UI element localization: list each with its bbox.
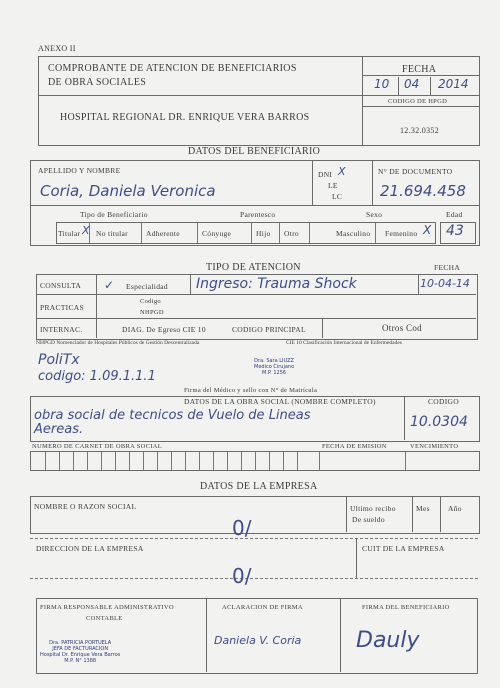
especialidad-divider: [190, 274, 191, 294]
direccion-label: DIRECCION DE LA EMPRESA: [36, 544, 144, 553]
aclaracion-value: Daniela V. Coria: [214, 634, 302, 647]
obra-social-value-1: obra social de tecnicos de Vuelo de Lineas: [34, 408, 311, 423]
masculino-label: Masculino: [336, 229, 371, 238]
header-divider: [362, 56, 363, 145]
practicas-label: PRACTICAS: [40, 303, 84, 312]
firma-beneficiario-label: FIRMA DEL BENEFICIARIO: [362, 604, 450, 611]
consulta-label: CONSULTA: [40, 281, 82, 290]
hijo-label: Hijo: [256, 229, 271, 238]
void-mark-1: 0/: [232, 516, 252, 540]
no-titular-label: No titular: [96, 229, 128, 238]
diag-label: DIAG. De Egreso CIE 10: [122, 325, 206, 334]
titular-mark: X: [82, 224, 90, 237]
otros-cod-label: Otros Cod: [382, 323, 422, 333]
title-line1: COMPROBANTE DE ATENCION DE BENEFICIARIOS: [48, 63, 297, 74]
void-mark-2: 0/: [232, 564, 252, 588]
header-rule: [38, 95, 479, 96]
codigo-label: CODIGO DE HPGD: [388, 98, 448, 105]
admin-stamp: Dra. PATRICIA PORTUELA JEFA DE FACTURACION Hospital Dr. Enrique Vera Barros M.P. N° 1388: [40, 640, 121, 664]
doc-divider-1: [312, 160, 313, 205]
codigo-small-label: Codigo: [140, 298, 161, 305]
empresa-title: DATOS DE LA EMPRESA: [200, 481, 318, 492]
codigo-value: 12.32.0352: [400, 126, 439, 135]
anio-label: Año: [448, 504, 462, 513]
atencion-fecha-value: 10-04-14: [420, 277, 470, 290]
ndoc-label: N° DE DOCUMENTO: [378, 167, 453, 176]
note-politx: PoliTx: [38, 352, 80, 368]
titular-label: Titular: [58, 229, 81, 238]
edad-value: 43: [446, 223, 464, 239]
firma-value: Dauly: [356, 628, 420, 653]
obra-social-label: DATOS DE LA OBRA SOCIAL (NOMBRE COMPLETO): [184, 397, 376, 406]
fecha-month: 04: [404, 77, 420, 91]
doc-type-dni: DNI: [318, 170, 333, 179]
medico-stamp: Dra. Sara LIUZZ Medico Cirujano M.P. 1256: [254, 358, 295, 376]
fecha-sep-2: [430, 77, 431, 95]
nhpgd-label: NHPGD: [140, 309, 164, 316]
obra-social-value-2: Aereas.: [34, 422, 84, 437]
empresa-dash-2: [30, 578, 478, 579]
firma-responsable-label-2: CONTABLE: [86, 615, 123, 622]
consulta-mark: ✓: [104, 278, 115, 292]
especialidad-value: Ingreso: Trauma Shock: [196, 276, 357, 292]
mes-label: Mes: [416, 504, 430, 513]
adherente-label: Adherente: [146, 229, 180, 238]
firmas-divider-2: [340, 598, 341, 672]
empresa-divider-3: [440, 496, 441, 532]
beneficiario-title: DATOS DEL BENEFICIARIO: [188, 146, 321, 157]
razon-social-label: NOMBRE O RAZON SOCIAL: [34, 502, 137, 511]
doc-divider-2: [372, 160, 373, 205]
empresa-divider-1: [346, 496, 347, 532]
doc-type-lc: LC: [332, 192, 343, 201]
codigo-rule: [362, 106, 479, 107]
fecha-divider: [418, 274, 419, 294]
ndoc-value: 21.694.458: [380, 182, 466, 200]
fecha-day: 10: [374, 77, 390, 91]
femenino-mark: X: [423, 223, 432, 237]
footnote-left: NHPGD Nomenclador de Hospitales Públicos de Gestión Descentralizada: [36, 340, 200, 346]
ultimo-recibo-label-2: De sueldo: [352, 515, 385, 524]
tipo-label: Tipo de Beneficiario: [80, 210, 148, 219]
note-codigo: codigo: 1.09.1.1.1: [38, 369, 156, 384]
carnet-label: NUMERO DE CARNET DE OBRA SOCIAL: [32, 443, 162, 450]
fecha-emision-label: FECHA DE EMISION: [322, 443, 387, 450]
especialidad-label: Especialidad: [126, 282, 168, 291]
firma-medico-label: Firma del Médico y sello con N° de Matrícula: [184, 387, 318, 394]
atencion-rule-1: [36, 294, 476, 295]
fecha-label: FECHA: [402, 64, 437, 75]
sexo-label: Sexo: [366, 210, 383, 219]
firmas-divider-1: [206, 598, 207, 672]
otro-label: Otro: [284, 229, 299, 238]
doc-type-le: LE: [328, 181, 338, 190]
benef-rule: [30, 205, 479, 206]
vencimiento-label: VENCIMIENTO: [410, 443, 459, 450]
fecha-year: 2014: [438, 77, 469, 91]
empresa-divider-2: [412, 496, 413, 532]
femenino-label: Femenino: [385, 229, 418, 238]
atencion-title: TIPO DE ATENCION: [206, 262, 301, 273]
obra-social-codigo-value: 10.0304: [410, 414, 468, 430]
atencion-divider: [96, 274, 97, 338]
parentesco-label: Parentesco: [240, 210, 276, 219]
title-line2: DE OBRA SOCIALES: [48, 77, 147, 88]
internac-label: INTERNAC.: [40, 325, 83, 334]
atencion-rule-2: [36, 318, 476, 319]
atencion-fecha-label: FECHA: [434, 263, 461, 272]
apellido-value: Coria, Daniela Veronica: [40, 182, 216, 200]
hospital-name: HOSPITAL REGIONAL DR. ENRIQUE VERA BARROS: [60, 112, 310, 123]
ultimo-recibo-label-1: Ultimo recibo: [350, 504, 396, 513]
cuit-divider: [356, 538, 357, 578]
footnote-right: CIE 10 Clasificación Internacional de Enfermedades: [286, 340, 402, 346]
codigo-principal-label: CODIGO PRINCIPAL: [232, 325, 306, 334]
fecha-rule: [362, 75, 479, 76]
firma-responsable-label-1: FIRMA RESPONSABLE ADMINISTRATIVO: [40, 604, 174, 611]
apellido-label: APELLIDO Y NOMBRE: [38, 166, 121, 175]
cuit-label: CUIT DE LA EMPRESA: [362, 544, 445, 553]
annex-label: ANEXO II: [38, 44, 76, 53]
edad-label: Edad: [446, 210, 463, 219]
dni-mark: X: [338, 165, 346, 178]
carnet-row: [30, 451, 480, 471]
aclaracion-label: ACLARACION DE FIRMA: [222, 604, 303, 611]
otros-divider: [322, 318, 323, 338]
fecha-sep-1: [398, 77, 399, 95]
obra-social-divider: [404, 396, 405, 440]
conyuge-label: Cónyuge: [202, 229, 232, 238]
empresa-dash-1: [30, 538, 478, 539]
obra-social-codigo-label: CODIGO: [428, 397, 459, 406]
